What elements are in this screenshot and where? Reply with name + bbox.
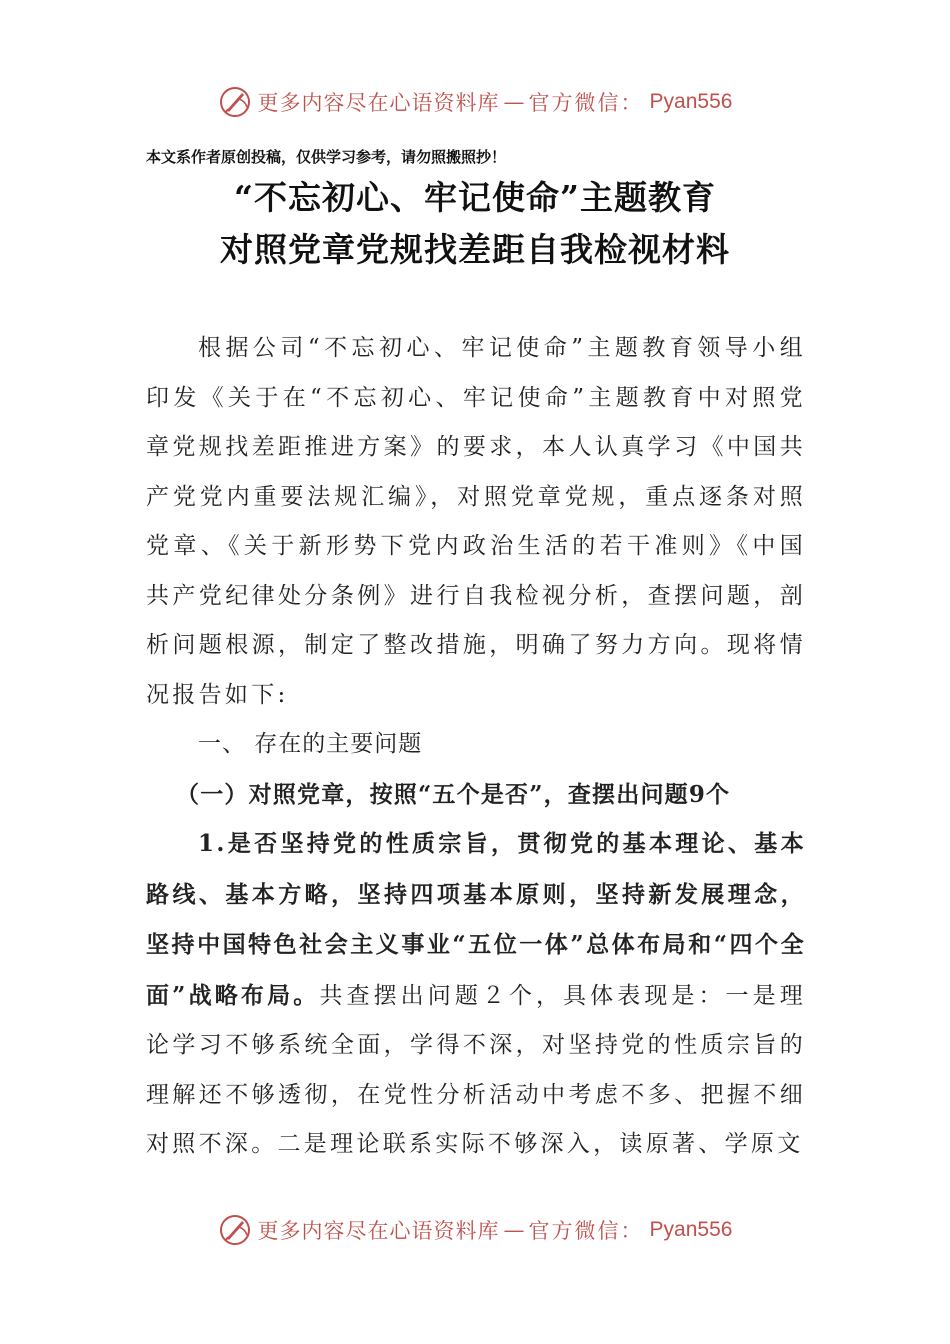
document-title-line2: 对照党章党规找差距自我检视材料	[220, 230, 730, 269]
banner-dash: —	[503, 1218, 525, 1242]
banner-wechat-id: Pyan556	[649, 1218, 733, 1241]
item-paragraph	[146, 819, 806, 1170]
quill-logo-icon	[218, 85, 252, 119]
banner-site-text: 更多内容尽在心语资料库	[257, 91, 500, 115]
footer-watermark-banner	[0, 1208, 950, 1252]
item-bold-lead: 1.是否坚持党的性质宗旨，贯彻党的基本理论、基本路线、基本方略，坚持四项基本原则，坚持新发展理念，坚持中国特色社会主义事业“五位一体”总体布局和“四个全面”战略布局。	[146, 830, 806, 1009]
copyright-notice: 本文系作者原创投稿，仅供学习参考，请勿照搬照抄！	[146, 148, 507, 166]
banner-dash: —	[503, 90, 525, 114]
quill-logo-icon	[218, 1213, 252, 1247]
item-detail-text: 共查摆出问题２个，具体表现是：一是理论学习不够系统全面，学得不深，对坚持党的性质宗旨的理解还不够透彻，在党性分析活动中考虑不多、把握不细对照不深。二是理论联系实际不够深入，读原著、学原文	[146, 982, 807, 1157]
banner-wechat-label: 官方微信：	[528, 91, 644, 115]
banner-wechat-label: 官方微信：	[528, 1219, 644, 1243]
banner-wechat-id: Pyan556	[649, 90, 733, 113]
banner-site-text: 更多内容尽在心语资料库	[257, 1219, 500, 1243]
subsection-heading: （一）对照党章，按照“五个是否”，查摆出问题9个	[176, 780, 731, 808]
document-title-line1: “不忘初心、牢记使命”主题教育	[234, 178, 716, 217]
intro-paragraph: 根据公司“不忘初心、牢记使命”主题教育领导小组印发《关于在“不忘初心、牢记使命”主题教育中对照党章党规找差距推进方案》的要求，本人认真学习《中国共产党党内重要法规汇编》，对照党章党规，重点逐条对照党章、《关于新形势下党内政治生活的若干准则》《中国共产党纪律处分条例》进行自我检视分析，查摆问题，剖析问题根源，制定了整改措施，明确了努力方向。现将情况报告如下:	[146, 335, 806, 708]
section-heading: 一、 存在的主要问题	[198, 731, 423, 757]
document-body	[146, 324, 806, 1170]
header-watermark-banner	[0, 80, 950, 124]
